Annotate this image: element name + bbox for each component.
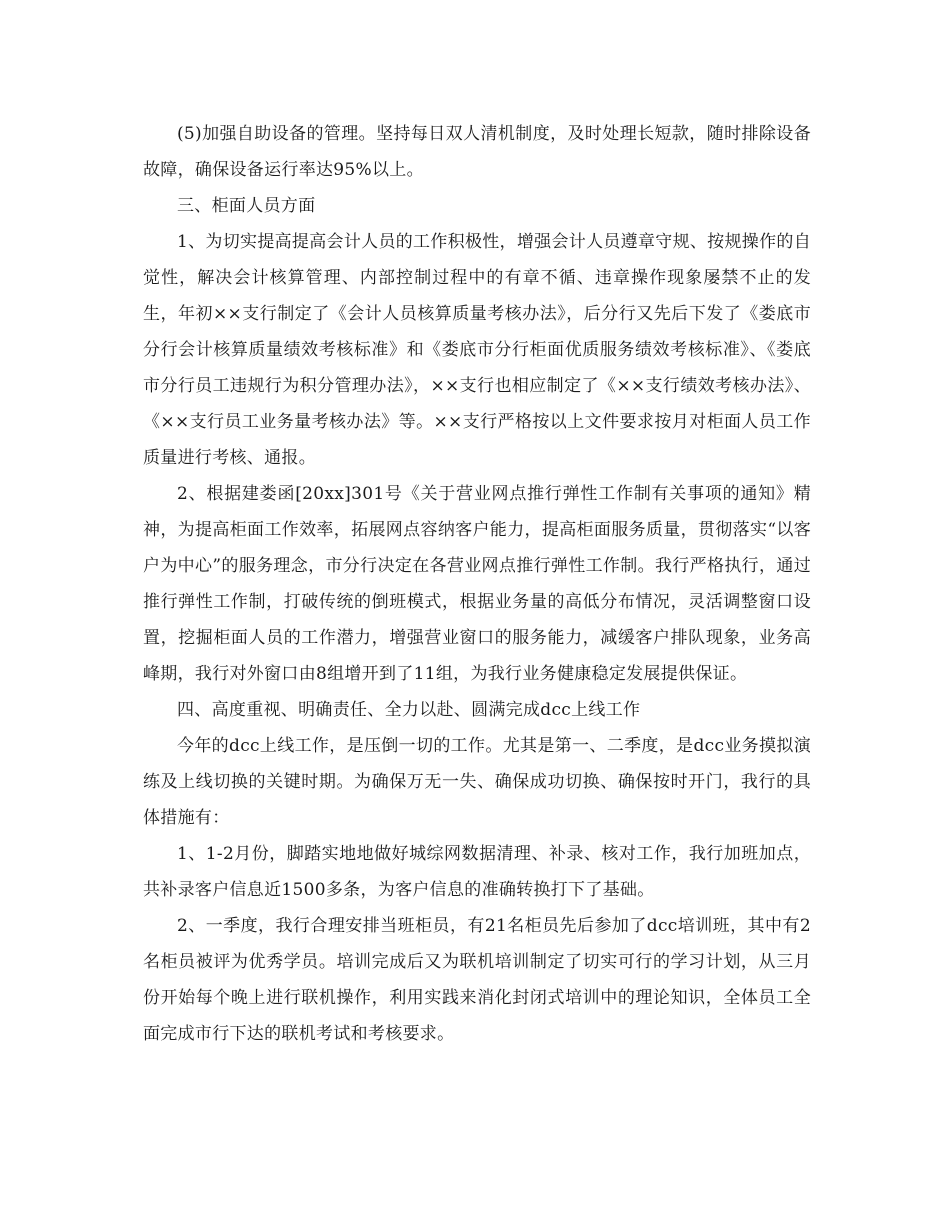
paragraph-staff-training: 2、一季度，我行合理安排当班柜员，有21名柜员先后参加了dcc培训班，其中有2名柜员被评为优秀学员。培训完成后又为联机培训制定了切实可行的学习计划，从三月份开始每个晚上进行联机操作，利用实践来消化封闭式培训中的理论知识，全体员工全面完成市行下达的联机考试和考核要求。 <box>143 916 811 1044</box>
paragraph-self-service-devices: (5)加强自助设备的管理。坚持每日双人清机制度，及时处理长短款，随时排除设备故障，确保设备运行率达95%以上。 <box>143 124 811 180</box>
heading-counter-staff: 三、柜面人员方面 <box>177 196 316 216</box>
paragraph-flexible-working: 2、根据建娄函[20xx]301号《关于营业网点推行弹性工作制有关事项的通知》精神，为提高柜面工作效率，拓展网点容纳客户能力，提高柜面服务质量，贯彻落实“以客户为中心”的服务理念，市分行决定在各营业网点推行弹性工作制。我行严格执行，通过推行弹性工作制，打破传统的倒班模式，根据业务量的高低分布情况，灵活调整窗口设置，挖掘柜面人员的工作潜力，增强营业窗口的服务能力，减缓客户排队现象，业务高峰期，我行对外窗口由8组增开到了11组，为我行业务健康稳定发展提供保证。 <box>143 484 811 684</box>
paragraph-dcc-overview: 今年的dcc上线工作，是压倒一切的工作。尤其是第一、二季度，是dcc业务摸拟演练及上线切换的关键时期。为确保万无一失、确保成功切换、确保按时开门，我行的具体措施有： <box>143 736 811 828</box>
heading-dcc-launch: 四、高度重视、明确责任、全力以赴、圆满完成dcc上线工作 <box>177 700 641 720</box>
paragraph-assessment-measures: 1、为切实提高提高会计人员的工作积极性，增强会计人员遵章守规、按规操作的自觉性，解决会计核算管理、内部控制过程中的有章不循、违章操作现象屡禁不止的发生，年初××支行制定了《会计人员核算质量考核办法》，后分行又先后下发了《娄底市分行会计核算质量绩效考核标准》和《娄底市分行柜面优质服务绩效考核标准》、《娄底市分行员工违规行为积分管理办法》，××支行也相应制定了《××支行绩效考核办法》、《××支行员工业务量考核办法》等。××支行严格按以上文件要求按月对柜面人员工作质量进行考核、通报。 <box>143 232 811 468</box>
document-body <box>143 116 811 1052</box>
paragraph-data-cleanup: 1、1-2月份，脚踏实地地做好城综网数据清理、补录、核对工作，我行加班加点，共补录客户信息近1500多条，为客户信息的准确转换打下了基础。 <box>143 844 811 900</box>
